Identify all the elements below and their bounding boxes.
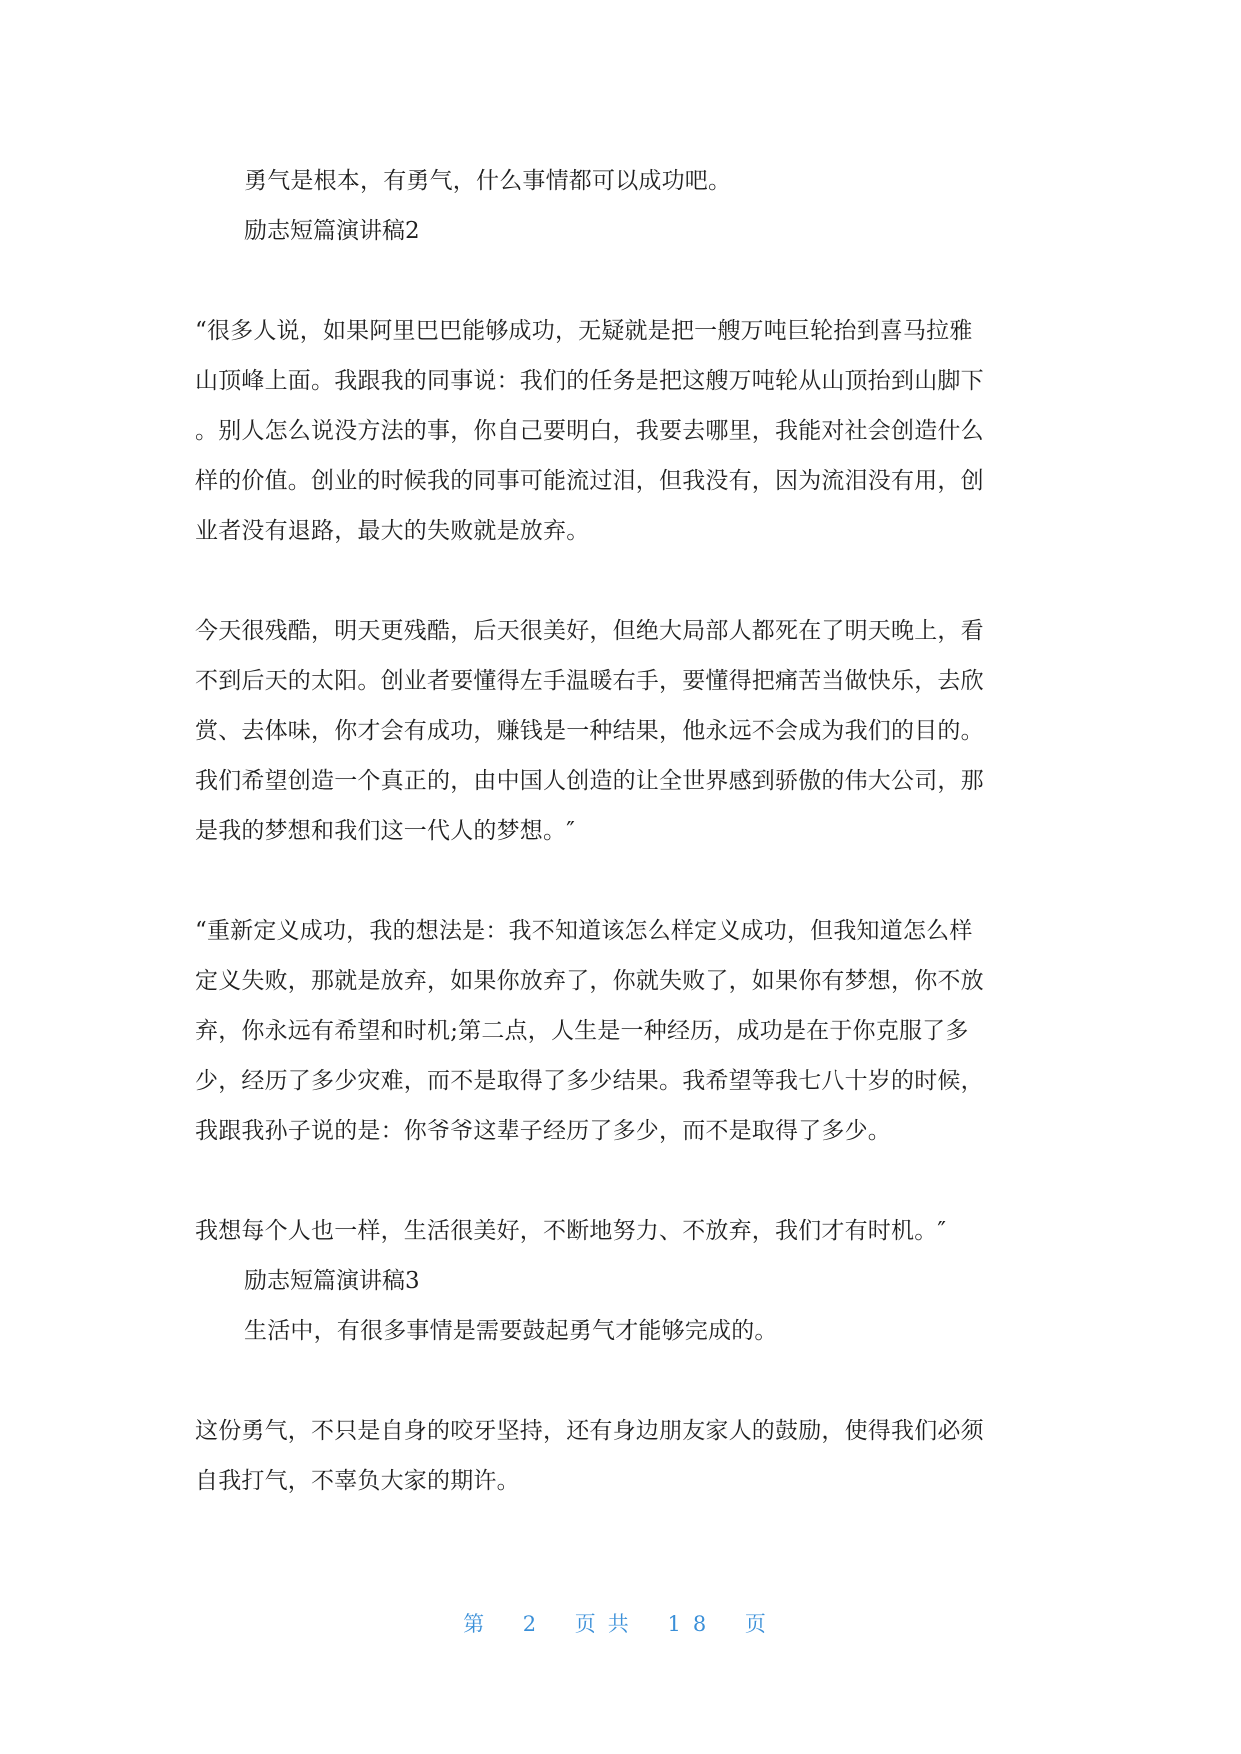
paragraph-line: 我想每个人也一样，生活很美好，不断地努力、不放弃，我们才有时机。″	[195, 1218, 947, 1244]
paragraph-line: 业者没有退路，最大的失败就是放弃。	[195, 518, 590, 544]
paragraph-line: 赏、去体味，你才会有成功，赚钱是一种结果，他永远不会成为我们的目的。	[195, 718, 984, 744]
paragraph-line: 这份勇气，不只是自身的咬牙坚持，还有身边朋友家人的鼓励，使得我们必须	[195, 1418, 984, 1444]
paragraph-gap	[195, 556, 1050, 606]
paragraph-line: 勇气是根本，有勇气，什么事情都可以成功吧。	[244, 168, 732, 194]
paragraph-line: “很多人说，如果阿里巴巴能够成功，无疑就是把一艘万吨巨轮抬到喜马拉雅	[195, 318, 973, 344]
paragraph-line: 山顶峰上面。我跟我的同事说：我们的任务是把这艘万吨轮从山顶抬到山脚下	[195, 368, 984, 394]
paragraph-gap	[195, 1356, 1050, 1406]
paragraph-line: 样的价值。创业的时候我的同事可能流过泪，但我没有，因为流泪没有用，创	[195, 468, 984, 494]
paragraph-line: 不到后天的太阳。创业者要懂得左手温暖右手，要懂得把痛苦当做快乐，去欣	[195, 668, 984, 694]
section-heading: 励志短篇演讲稿3	[244, 1268, 420, 1294]
paragraph-line: “重新定义成功，我的想法是：我不知道该怎么样定义成功，但我知道怎么样	[195, 918, 973, 944]
paragraph-line: 我们希望创造一个真正的，由中国人创造的让全世界感到骄傲的伟大公司，那	[195, 768, 984, 794]
paragraph-gap	[195, 856, 1050, 906]
paragraph-line: 弃，你永远有希望和时机;第二点，人生是一种经历，成功是在于你克服了多	[195, 1018, 969, 1044]
document-body	[195, 156, 1050, 1506]
paragraph-line: 。别人怎么说没方法的事，你自己要明白，我要去哪里，我能对社会创造什么	[195, 418, 984, 444]
paragraph-line: 定义失败，那就是放弃，如果你放弃了，你就失败了，如果你有梦想，你不放	[195, 968, 984, 994]
paragraph-line: 是我的梦想和我们这一代人的梦想。″	[195, 818, 575, 844]
paragraph-line: 今天很残酷，明天更残酷，后天很美好，但绝大局部人都死在了明天晚上，看	[195, 618, 984, 644]
paragraph-gap	[195, 256, 1050, 306]
paragraph-line: 生活中，有很多事情是需要鼓起勇气才能够完成的。	[244, 1318, 778, 1344]
paragraph-line: 自我打气，不辜负大家的期许。	[195, 1468, 520, 1494]
paragraph-gap	[195, 1156, 1050, 1206]
paragraph-line: 我跟我孙子说的是：你爷爷这辈子经历了多少，而不是取得了多少。	[195, 1118, 891, 1144]
paragraph-line: 少，经历了多少灾难，而不是取得了多少结果。我希望等我七八十岁的时候，	[195, 1068, 984, 1094]
section-heading: 励志短篇演讲稿2	[244, 218, 420, 244]
page-number-footer: 第 2 页共 18 页	[463, 1612, 778, 1636]
